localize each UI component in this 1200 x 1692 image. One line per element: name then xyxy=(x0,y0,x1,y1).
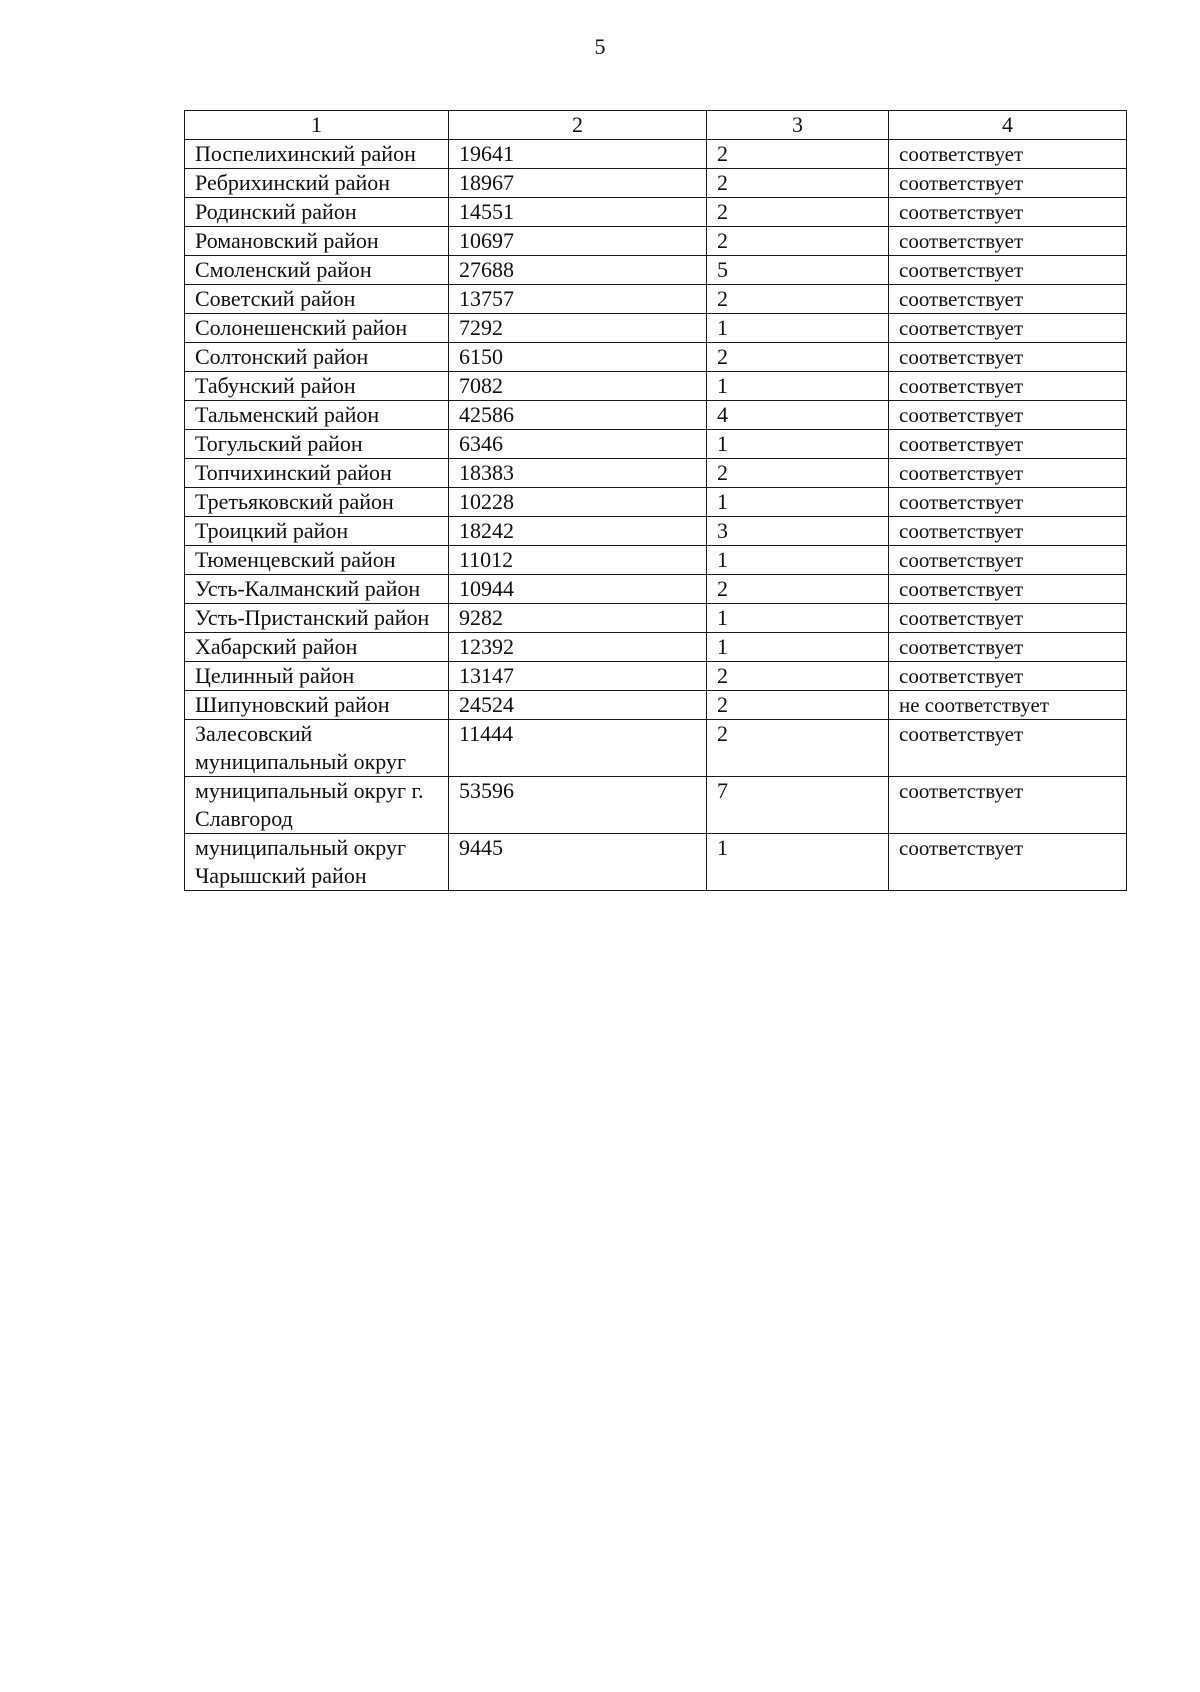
count-cell: 2 xyxy=(707,691,889,720)
population-cell: 53596 xyxy=(449,777,707,834)
district-name-cell: Советский район xyxy=(185,285,449,314)
compliance-status-cell: соответствует xyxy=(889,372,1127,401)
population-cell: 12392 xyxy=(449,633,707,662)
table-row xyxy=(185,169,1127,198)
count-cell: 2 xyxy=(707,662,889,691)
district-name-cell: муниципальный округ Чарышский район xyxy=(185,834,449,891)
population-cell: 18383 xyxy=(449,459,707,488)
header-col-2: 2 xyxy=(449,111,707,140)
compliance-status-cell: соответствует xyxy=(889,314,1127,343)
count-cell: 3 xyxy=(707,517,889,546)
table-row xyxy=(185,777,1127,834)
population-cell: 9282 xyxy=(449,604,707,633)
count-cell: 2 xyxy=(707,575,889,604)
table-row xyxy=(185,834,1127,891)
count-cell: 2 xyxy=(707,459,889,488)
district-name-cell: муниципальный округ г. Славгород xyxy=(185,777,449,834)
count-cell: 7 xyxy=(707,777,889,834)
compliance-status-cell: соответствует xyxy=(889,720,1127,777)
district-name-cell: Хабарский район xyxy=(185,633,449,662)
header-col-4: 4 xyxy=(889,111,1127,140)
population-cell: 42586 xyxy=(449,401,707,430)
table-row xyxy=(185,575,1127,604)
count-cell: 1 xyxy=(707,372,889,401)
count-cell: 4 xyxy=(707,401,889,430)
compliance-status-cell: соответствует xyxy=(889,227,1127,256)
compliance-status-cell: соответствует xyxy=(889,430,1127,459)
compliance-status-cell: соответствует xyxy=(889,604,1127,633)
district-name-cell: Залесовский муниципальный округ xyxy=(185,720,449,777)
population-cell: 9445 xyxy=(449,834,707,891)
compliance-status-cell: соответствует xyxy=(889,488,1127,517)
count-cell: 2 xyxy=(707,169,889,198)
table-row xyxy=(185,691,1127,720)
count-cell: 5 xyxy=(707,256,889,285)
count-cell: 1 xyxy=(707,546,889,575)
district-name-cell: Усть-Пристанский район xyxy=(185,604,449,633)
count-cell: 2 xyxy=(707,140,889,169)
district-name-cell: Тогульский район xyxy=(185,430,449,459)
table-row xyxy=(185,720,1127,777)
compliance-status-cell: соответствует xyxy=(889,546,1127,575)
district-name-cell: Третьяковский район xyxy=(185,488,449,517)
compliance-status-cell: соответствует xyxy=(889,575,1127,604)
count-cell: 1 xyxy=(707,314,889,343)
table-row xyxy=(185,401,1127,430)
header-col-3: 3 xyxy=(707,111,889,140)
district-name-cell: Смоленский район xyxy=(185,256,449,285)
population-cell: 13757 xyxy=(449,285,707,314)
population-cell: 6150 xyxy=(449,343,707,372)
compliance-status-cell: соответствует xyxy=(889,169,1127,198)
compliance-status-cell: соответствует xyxy=(889,401,1127,430)
compliance-status-cell: соответствует xyxy=(889,198,1127,227)
compliance-status-cell: соответствует xyxy=(889,256,1127,285)
district-name-cell: Ребрихинский район xyxy=(185,169,449,198)
data-table xyxy=(184,110,1127,891)
district-name-cell: Поспелихинский район xyxy=(185,140,449,169)
population-cell: 11444 xyxy=(449,720,707,777)
district-name-cell: Родинский район xyxy=(185,198,449,227)
table-row xyxy=(185,256,1127,285)
table-row xyxy=(185,604,1127,633)
count-cell: 1 xyxy=(707,604,889,633)
compliance-status-cell: соответствует xyxy=(889,285,1127,314)
count-cell: 1 xyxy=(707,834,889,891)
table-row xyxy=(185,227,1127,256)
compliance-status-cell: соответствует xyxy=(889,662,1127,691)
table-row xyxy=(185,488,1127,517)
count-cell: 2 xyxy=(707,198,889,227)
table-body xyxy=(185,140,1127,891)
population-cell: 18242 xyxy=(449,517,707,546)
count-cell: 2 xyxy=(707,227,889,256)
table-row xyxy=(185,546,1127,575)
district-name-cell: Шипуновский район xyxy=(185,691,449,720)
district-name-cell: Тюменцевский район xyxy=(185,546,449,575)
table-row xyxy=(185,140,1127,169)
count-cell: 1 xyxy=(707,488,889,517)
compliance-status-cell: не соответствует xyxy=(889,691,1127,720)
compliance-status-cell: соответствует xyxy=(889,343,1127,372)
population-cell: 18967 xyxy=(449,169,707,198)
compliance-status-cell: соответствует xyxy=(889,517,1127,546)
table-row xyxy=(185,198,1127,227)
population-cell: 13147 xyxy=(449,662,707,691)
district-name-cell: Табунский район xyxy=(185,372,449,401)
district-name-cell: Усть-Калманский район xyxy=(185,575,449,604)
table-row xyxy=(185,633,1127,662)
table-row xyxy=(185,314,1127,343)
table-header xyxy=(185,111,1127,140)
population-cell: 7292 xyxy=(449,314,707,343)
table-row xyxy=(185,343,1127,372)
population-cell: 7082 xyxy=(449,372,707,401)
table-row xyxy=(185,459,1127,488)
district-name-cell: Целинный район xyxy=(185,662,449,691)
count-cell: 2 xyxy=(707,720,889,777)
table-header-row xyxy=(185,111,1127,140)
district-name-cell: Топчихинский район xyxy=(185,459,449,488)
count-cell: 2 xyxy=(707,343,889,372)
table-row xyxy=(185,430,1127,459)
table-row xyxy=(185,517,1127,546)
district-name-cell: Тальменский район xyxy=(185,401,449,430)
page-number: 5 xyxy=(594,34,606,59)
population-cell: 19641 xyxy=(449,140,707,169)
header-col-1: 1 xyxy=(185,111,449,140)
count-cell: 1 xyxy=(707,430,889,459)
count-cell: 1 xyxy=(707,633,889,662)
district-name-cell: Романовский район xyxy=(185,227,449,256)
population-cell: 10944 xyxy=(449,575,707,604)
population-cell: 6346 xyxy=(449,430,707,459)
table-row xyxy=(185,372,1127,401)
district-name-cell: Троицкий район xyxy=(185,517,449,546)
table-row xyxy=(185,285,1127,314)
population-cell: 10697 xyxy=(449,227,707,256)
population-cell: 11012 xyxy=(449,546,707,575)
population-cell: 24524 xyxy=(449,691,707,720)
count-cell: 2 xyxy=(707,285,889,314)
district-name-cell: Солтонский район xyxy=(185,343,449,372)
compliance-status-cell: соответствует xyxy=(889,633,1127,662)
compliance-status-cell: соответствует xyxy=(889,834,1127,891)
table-row xyxy=(185,662,1127,691)
compliance-status-cell: соответствует xyxy=(889,459,1127,488)
compliance-status-cell: соответствует xyxy=(889,140,1127,169)
district-name-cell: Солонешенский район xyxy=(185,314,449,343)
population-cell: 10228 xyxy=(449,488,707,517)
population-cell: 27688 xyxy=(449,256,707,285)
compliance-status-cell: соответствует xyxy=(889,777,1127,834)
population-cell: 14551 xyxy=(449,198,707,227)
